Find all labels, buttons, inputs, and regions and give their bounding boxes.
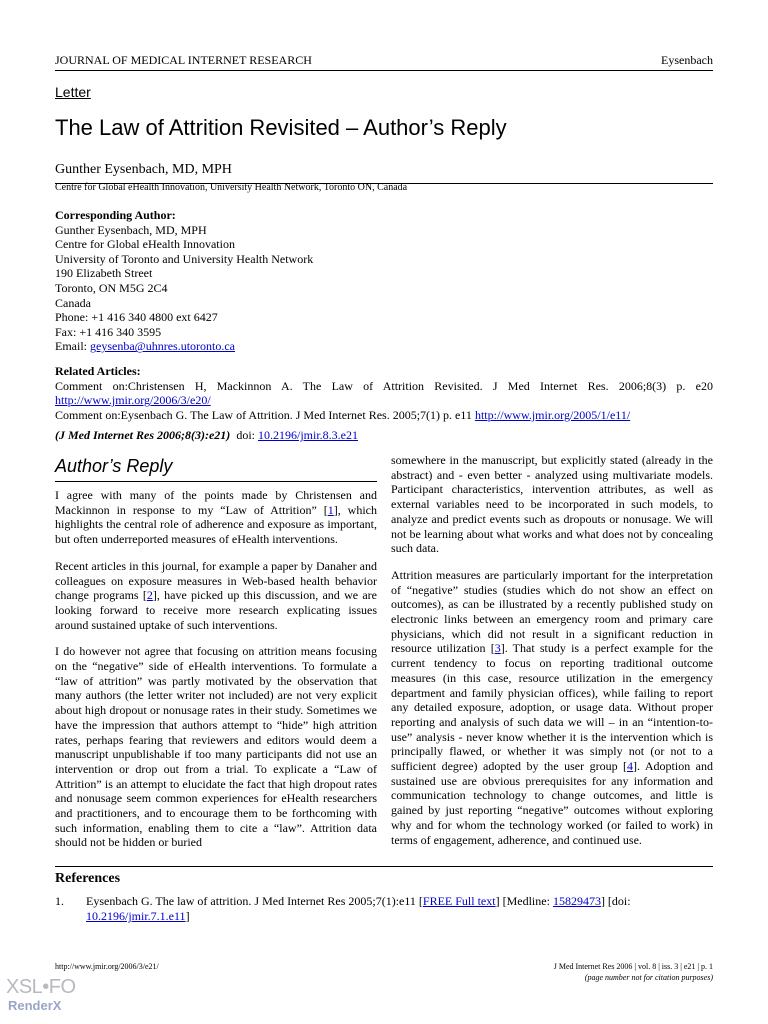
reference-text-b: ] [Medline:: [495, 894, 553, 908]
related-articles: [55, 364, 713, 422]
reference-text: [86, 894, 713, 924]
reference-number: 1.: [55, 894, 64, 908]
related-heading: Related Articles:: [55, 364, 141, 378]
renderx-logo-top: XSL•FO: [6, 976, 76, 998]
citation-line: [55, 428, 358, 443]
corresponding-heading: Corresponding Author:: [55, 208, 176, 222]
left-column: [55, 454, 377, 850]
related-comment-1: Comment on:Christensen H, Mackinnon A. The Law of Attrition Revisited. J Med Internet Res. 2006;8(3) p. e20: [55, 378, 713, 393]
p5-text-a: Attrition measures are particularly important for the interpretation of “negative” studies (studies which do not show an effect on outcomes), as can be illustrated by a recently published study on electronic links between an emergency room and primary care physicians, which did not result in a significant reduction in resource utilization [: [391, 567, 713, 656]
corresponding-line: Phone: +1 416 340 4800 ext 6427: [55, 310, 218, 325]
running-header: [55, 53, 713, 67]
related-link-2[interactable]: http://www.jmir.org/2005/1/e11/: [474, 407, 631, 422]
header-rule: [55, 70, 713, 71]
ref-link-2[interactable]: 2: [146, 588, 153, 603]
corresponding-line: 190 Elizabeth Street: [55, 266, 153, 281]
doi-link[interactable]: 10.2196/jmir.8.3.e21: [257, 428, 358, 442]
reference-doi-link[interactable]: 10.2196/jmir.7.1.e11: [86, 909, 186, 923]
article-type: Letter: [55, 84, 91, 100]
byline: Gunther Eysenbach, MD, MPH: [55, 162, 232, 177]
references-heading: References: [55, 871, 121, 886]
corresponding-line: Canada: [55, 295, 91, 310]
corresponding-author: [55, 208, 455, 354]
section-heading: Author’s Reply: [55, 456, 173, 476]
ref-link-1[interactable]: 1: [327, 502, 334, 517]
p2-text-b: ], have picked up this discussion, and we are looking forward to receive more research explicating issues around sustained uptake of such interventions.: [55, 588, 378, 632]
footer-url[interactable]: http://www.jmir.org/2006/3/e21/: [55, 962, 159, 971]
body-paragraph-3: I do however not agree that focusing on attrition means focusing on the “negative” side of eHealth interventions. To formulate a “law of attrition” was partly motivated by the observation that many authors (the letter writer not included) are not very explicit about high dropout or nonusage rates in their study. Sometimes we have the impression that authors attempt to “hide” high attrition rates, perhaps fearing that reviewers and editors would deem a manuscript unpublishable if too many participants did not use an intervention or drop out from a trial. To explicate a “Law of Attrition” is an attempt to elucidate the fact that high dropout rates and nonusage seem common experiences for eHealth researchers and practitioners, and to encourage them to be forthcoming with such information, enabling them to cite a “law”. Attrition data should not be hidden or buried: [55, 644, 377, 850]
medline-link[interactable]: 15829473: [552, 894, 601, 908]
reference-text-d: ]: [185, 909, 190, 923]
corresponding-line: Centre for Global eHealth Innovation: [55, 237, 235, 252]
corresponding-line: Toronto, ON M5G 2C4: [55, 280, 168, 295]
email-line: [55, 339, 455, 354]
related-comment-2: [55, 408, 713, 423]
p5-text-b: ]. That study is a perfect example for the current tendency to focus on reporting traditional outcome measures (in this case, resource utilization in the emergency department and family physician offices), while failing to report any detailed exposure, adoption, or usage data. Without proper reporting and analysis of such data we will – in an “intention-to-use” analysis - never know whether it is the intervention which is principally flawed, or whether it was simply not (or not to a sufficient degree) adopted by the user group [: [391, 641, 713, 774]
reference-text-a: Eysenbach G. The law of attrition. J Med Internet Res 2005;7(1):e11 [: [86, 894, 423, 908]
related-comment-1-url-line: [55, 393, 713, 408]
page-title: The Law of Attrition Revisited – Author’s Reply: [55, 115, 507, 140]
corresponding-line: University of Toronto and University Health Network: [55, 251, 314, 266]
body-paragraph-5: [391, 568, 713, 847]
citation-text: (J Med Internet Res 2006;8(3):e21): [55, 428, 231, 442]
footer-info: J Med Internet Res 2006 | vol. 8 | iss. 3 | e21 | p. 1: [553, 962, 713, 971]
affiliation: Centre for Global eHealth Innovation, University Health Network, Toronto ON, Canada: [55, 182, 408, 193]
related-comment-2-text: Comment on:Eysenbach G. The Law of Attrition. J Med Internet Res. 2005;7(1) p. e11: [55, 407, 475, 422]
journal-name: JOURNAL OF MEDICAL INTERNET RESEARCH: [55, 53, 312, 67]
p1-text-b: ], which highlights the central role of adherence and exposure as important, but often underreported measures of eHealth interventions.: [55, 502, 377, 547]
body-paragraph-4: somewhere in the manuscript, but explicitly stated (already in the abstract) and - even better - analyzed using multivariate models. Participant characteristics, intervention attributes, as well as external variables need to be incorporated in such models, to analyze and predict events such as dropouts or nonusage. We will not be learning about what works and what does not by concealing such data.: [391, 453, 713, 556]
ref-link-4[interactable]: 4: [627, 759, 634, 774]
related-link-1[interactable]: http://www.jmir.org/2006/3/e20/: [55, 393, 211, 408]
header-author: Eysenbach: [661, 53, 713, 67]
ref-link-3[interactable]: 3: [494, 641, 501, 656]
reference-item: [55, 894, 713, 924]
doi-label: doi:: [230, 428, 258, 442]
right-column: [391, 453, 713, 847]
email-link[interactable]: geysenba@uhnres.utoronto.ca: [90, 339, 236, 354]
body-paragraph-2: [55, 559, 377, 633]
p1-text-a: I agree with many of the points made by Christensen and Mackinnon in response to my “Law of Attrition” [: [55, 488, 377, 517]
free-full-text-link[interactable]: FREE Full text: [422, 894, 496, 908]
corresponding-line: Gunther Eysenbach, MD, MPH: [55, 222, 207, 237]
footer-note: (page number not for citation purposes): [584, 973, 713, 982]
p5-text-c: ]. Adoption and sustained use are obvious prerequisites for any information and communication technology to change outcomes, and little is gained by just reporting “negative” outcomes without exploring why and for whom the technology worked (or failed to work) in terms of engagement, adherence, and continued use.: [391, 759, 713, 847]
p2-text-a: Recent articles in this journal, for example a paper by Danaher and colleagues on exposure measures in Web-based health behavior change programs [: [55, 558, 377, 603]
references-rule: [55, 866, 713, 867]
body-paragraph-1: [55, 488, 377, 547]
reference-text-c: ] [doi:: [600, 894, 631, 908]
section-rule: [55, 481, 377, 482]
corresponding-line: Fax: +1 416 340 3595: [55, 324, 162, 339]
renderx-logo-bottom: RenderX: [8, 998, 62, 1013]
email-label: Email:: [55, 339, 90, 354]
